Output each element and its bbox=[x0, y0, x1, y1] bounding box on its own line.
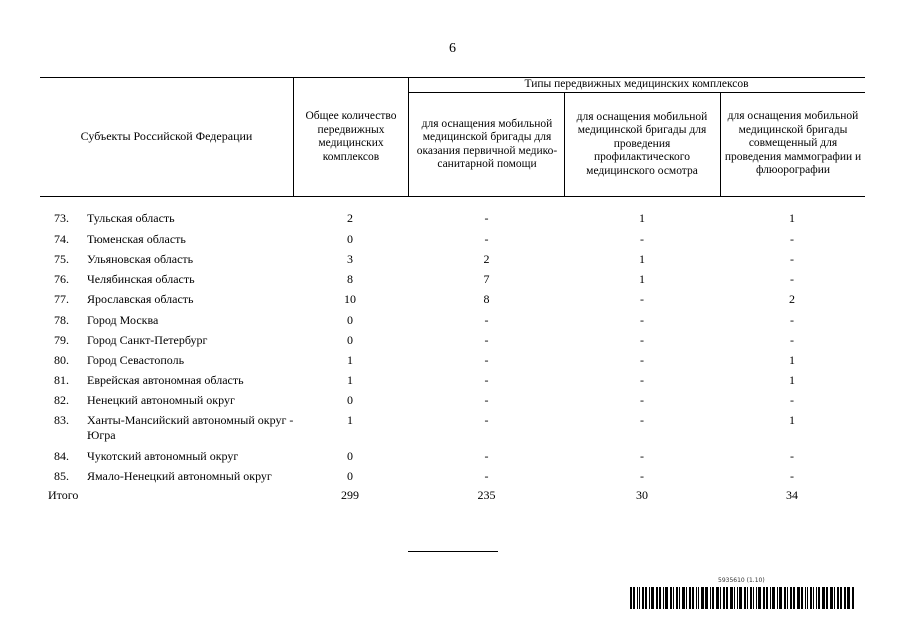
barcode-label: 5935610 (1.10) bbox=[718, 577, 765, 584]
barcode-bar bbox=[790, 587, 792, 609]
region-name: Челябинская область bbox=[87, 272, 195, 286]
barcode-bar bbox=[744, 587, 746, 609]
row-total: 0 bbox=[347, 313, 353, 327]
barcode-bar bbox=[645, 587, 647, 609]
barcode-bar bbox=[730, 587, 733, 609]
row-type3: 1 bbox=[789, 413, 795, 427]
row-type3: 2 bbox=[789, 292, 795, 306]
barcode-bar bbox=[766, 587, 768, 609]
barcode-bar bbox=[692, 587, 694, 609]
row-type1: - bbox=[484, 333, 489, 347]
barcode-bar bbox=[712, 587, 714, 609]
row-number: 82. bbox=[54, 393, 69, 407]
row-number: 73. bbox=[54, 211, 69, 225]
row-type3: - bbox=[790, 393, 794, 407]
row-total: 0 bbox=[347, 449, 353, 463]
totals-type1: 235 bbox=[477, 488, 496, 502]
row-total: 1 bbox=[347, 353, 353, 367]
barcode-bar bbox=[753, 587, 754, 609]
barcode-bar bbox=[663, 587, 664, 609]
barcode-bar bbox=[696, 587, 697, 609]
row-total: 0 bbox=[347, 469, 353, 483]
barcode-bar bbox=[710, 587, 711, 609]
row-type1: 7 bbox=[483, 272, 490, 286]
column-divider bbox=[720, 92, 721, 196]
row-number: 77. bbox=[54, 292, 69, 306]
column-divider bbox=[564, 92, 565, 196]
row-type2: - bbox=[640, 353, 644, 367]
row-type2: 1 bbox=[639, 252, 645, 266]
row-type1: 2 bbox=[483, 252, 490, 266]
region-name: Ханты-Мансийский автономный округ - Югра bbox=[87, 413, 294, 442]
barcode-bar bbox=[784, 587, 786, 609]
region-name: Ненецкий автономный округ bbox=[87, 393, 235, 407]
barcode-bar bbox=[777, 587, 778, 609]
row-type1: - bbox=[484, 393, 489, 407]
header-type1: для оснащения мобильной медицинской бригады для оказания первичной медико-санитарной помощи bbox=[416, 117, 558, 170]
row-type2: 1 bbox=[639, 272, 645, 286]
row-total: 10 bbox=[344, 292, 356, 306]
barcode-bar bbox=[793, 587, 795, 609]
barcode-bar bbox=[772, 587, 775, 609]
row-total: 0 bbox=[347, 232, 353, 246]
row-type3: - bbox=[790, 272, 794, 286]
barcode-bar bbox=[763, 587, 765, 609]
row-number: 79. bbox=[54, 333, 69, 347]
barcode-bar bbox=[813, 587, 814, 609]
barcode-bar bbox=[805, 587, 806, 609]
totals-label: Итого bbox=[48, 488, 79, 502]
totals-type2: 30 bbox=[636, 488, 648, 502]
row-type1: - bbox=[484, 353, 489, 367]
barcode-bar bbox=[676, 587, 678, 609]
barcode-bar bbox=[747, 587, 748, 609]
header-total-count: Общее количество передвижных медицинских комплексов bbox=[305, 110, 397, 163]
row-type1: - bbox=[484, 373, 489, 387]
column-divider bbox=[408, 77, 409, 196]
barcode-bar bbox=[630, 587, 632, 609]
barcode-bar bbox=[679, 587, 680, 609]
header-subjects: Субъекты Российской Федерации bbox=[80, 129, 253, 144]
barcode-bar bbox=[826, 587, 828, 609]
region-name: Ярославская область bbox=[87, 292, 194, 306]
row-number: 76. bbox=[54, 272, 69, 286]
barcode-bar bbox=[734, 587, 735, 609]
row-total: 0 bbox=[347, 333, 353, 347]
barcode-bar bbox=[701, 587, 704, 609]
row-number: 80. bbox=[54, 353, 69, 367]
region-name: Ульяновская область bbox=[87, 252, 194, 266]
barcode-bar bbox=[779, 587, 782, 609]
row-type2: - bbox=[640, 292, 644, 306]
row-number: 75. bbox=[54, 252, 69, 266]
row-type1: - bbox=[484, 413, 489, 427]
header-type3: для оснащения мобильной медицинской бригады совмещенный для проведения маммографии и флюорографии bbox=[724, 110, 862, 177]
row-total: 1 bbox=[347, 413, 353, 427]
row-number: 81. bbox=[54, 373, 69, 387]
barcode-bar bbox=[739, 587, 742, 609]
row-type2: - bbox=[640, 232, 644, 246]
barcode-bar bbox=[649, 587, 650, 609]
row-number: 85. bbox=[54, 469, 69, 483]
row-number: 84. bbox=[54, 449, 69, 463]
barcode-bar bbox=[847, 587, 850, 609]
barcode-bar bbox=[726, 587, 728, 609]
barcode-bar bbox=[651, 587, 654, 609]
totals-type3: 34 bbox=[786, 488, 798, 502]
barcode-bar bbox=[705, 587, 708, 609]
row-type3: - bbox=[790, 449, 794, 463]
barcode-bar bbox=[656, 587, 658, 609]
row-total: 0 bbox=[347, 393, 353, 407]
row-type3: - bbox=[790, 252, 794, 266]
barcode-bar bbox=[723, 587, 725, 609]
barcode-bar bbox=[689, 587, 691, 609]
barcode-bar bbox=[633, 587, 635, 609]
row-type2: - bbox=[640, 333, 644, 347]
region-name: Еврейская автономная область bbox=[87, 373, 244, 387]
barcode-bar bbox=[737, 587, 738, 609]
barcode-bar bbox=[818, 587, 820, 609]
barcode-bar bbox=[698, 587, 699, 609]
barcode-bar bbox=[750, 587, 752, 609]
region-name: Ямало-Ненецкий автономный округ bbox=[87, 469, 272, 483]
totals-total: 299 bbox=[341, 488, 359, 502]
barcode-bar bbox=[840, 587, 842, 609]
header-bottom-border bbox=[40, 196, 865, 197]
barcode-bar bbox=[758, 587, 761, 609]
region-name: Чукотский автономный округ bbox=[87, 449, 239, 463]
barcode-bar bbox=[830, 587, 833, 609]
row-total: 2 bbox=[347, 211, 353, 225]
footnote-separator bbox=[408, 551, 498, 552]
row-total: 1 bbox=[347, 373, 353, 387]
row-number: 74. bbox=[54, 232, 69, 246]
row-total: 8 bbox=[347, 272, 353, 286]
barcode-bar bbox=[682, 587, 685, 609]
row-type3: - bbox=[790, 333, 794, 347]
row-total: 3 bbox=[347, 252, 353, 266]
row-type3: - bbox=[790, 469, 794, 483]
column-divider bbox=[293, 77, 294, 196]
row-type2: 1 bbox=[639, 211, 645, 225]
barcode-bar bbox=[637, 587, 638, 609]
barcode-bar bbox=[822, 587, 825, 609]
row-number: 83. bbox=[54, 413, 69, 427]
row-type2: - bbox=[640, 469, 644, 483]
row-number: 78. bbox=[54, 313, 69, 327]
row-type2: - bbox=[640, 393, 644, 407]
barcode-bar bbox=[716, 587, 719, 609]
barcode-bar bbox=[770, 587, 771, 609]
barcode-bar bbox=[756, 587, 757, 609]
row-type3: - bbox=[790, 313, 794, 327]
header-type2: для оснащения мобильной медицинской бригады для проведения профилактического медицинского осмотра bbox=[576, 110, 708, 177]
barcode-bar bbox=[837, 587, 839, 609]
barcode-bar bbox=[639, 587, 640, 609]
row-type1: - bbox=[484, 211, 489, 225]
row-type3: 1 bbox=[789, 353, 795, 367]
barcode-bar bbox=[810, 587, 812, 609]
barcode-bar bbox=[787, 587, 788, 609]
barcode-bar bbox=[673, 587, 674, 609]
row-type1: - bbox=[484, 313, 489, 327]
region-name: Город Москва bbox=[87, 313, 159, 327]
barcode-bar bbox=[720, 587, 721, 609]
row-type1: - bbox=[484, 449, 489, 463]
row-type2: - bbox=[640, 413, 644, 427]
barcode-bar bbox=[844, 587, 846, 609]
region-name: Город Севастополь bbox=[87, 353, 185, 367]
barcode-bar bbox=[852, 587, 854, 609]
row-type2: - bbox=[640, 373, 644, 387]
row-type1: - bbox=[484, 232, 489, 246]
row-type2: - bbox=[640, 449, 644, 463]
barcode-bar bbox=[659, 587, 661, 609]
barcode-bar bbox=[642, 587, 644, 609]
row-type3: 1 bbox=[789, 211, 795, 225]
header-types-group: Типы передвижных медицинских комплексов bbox=[524, 78, 749, 91]
barcode-bar bbox=[665, 587, 668, 609]
region-name: Тюменская область bbox=[87, 232, 186, 246]
barcode bbox=[630, 587, 858, 609]
region-name: Город Санкт-Петербург bbox=[87, 333, 208, 347]
barcode-bar bbox=[816, 587, 817, 609]
barcode-bar bbox=[801, 587, 803, 609]
row-type1: 8 bbox=[483, 292, 490, 306]
barcode-bar bbox=[834, 587, 835, 609]
barcode-bar bbox=[807, 587, 808, 609]
barcode-bar bbox=[797, 587, 800, 609]
barcode-bar bbox=[670, 587, 672, 609]
barcode-bar bbox=[686, 587, 687, 609]
region-name: Тульская область bbox=[87, 211, 175, 225]
row-type2: - bbox=[640, 313, 644, 327]
row-type1: - bbox=[484, 469, 489, 483]
row-type3: 1 bbox=[789, 373, 795, 387]
row-type3: - bbox=[790, 232, 794, 246]
page-number: 6 bbox=[449, 41, 456, 56]
